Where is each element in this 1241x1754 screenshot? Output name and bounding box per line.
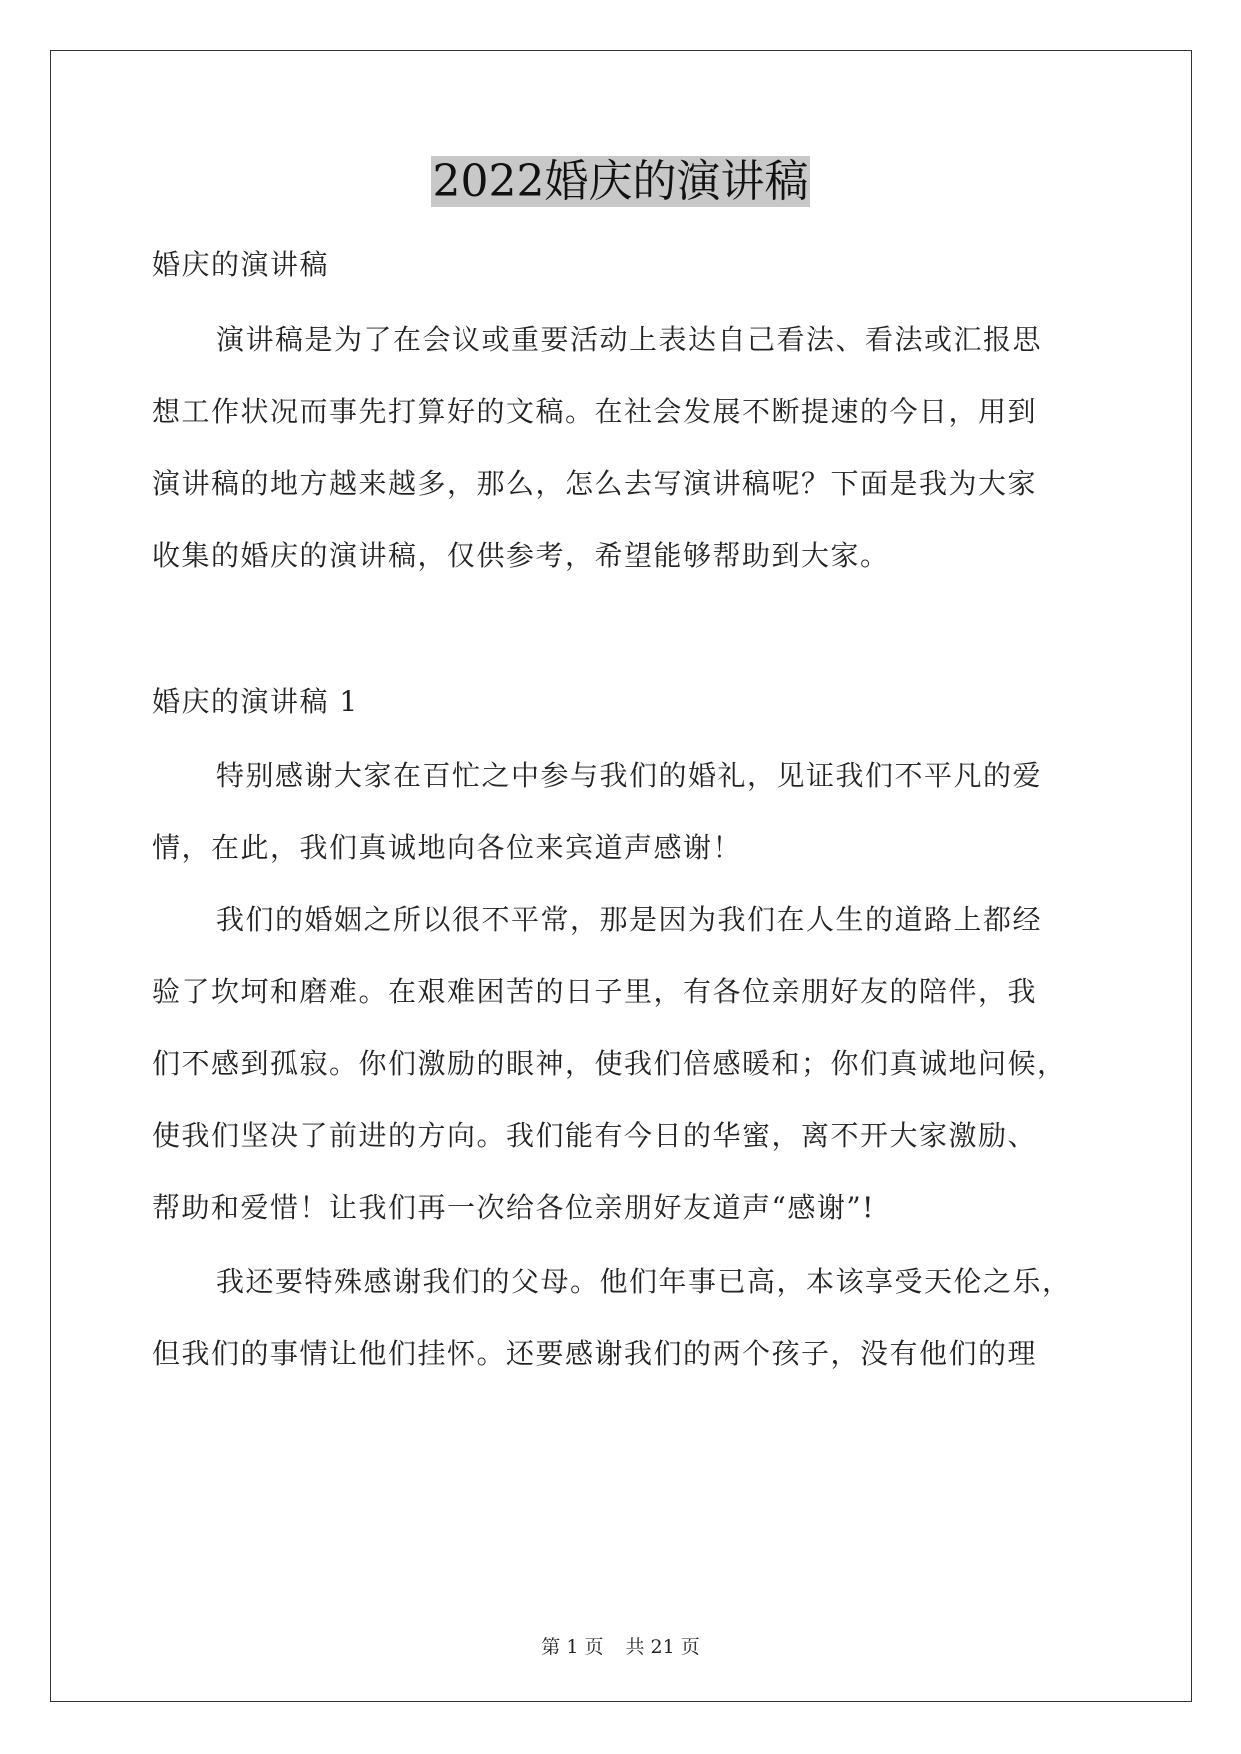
page-total: 共 21 页 (625, 1636, 700, 1658)
document-title: 2022婚庆的演讲稿 (432, 156, 809, 207)
paragraph-line: 们不感到孤寂。你们激励的眼神，使我们倍感暖和；你们真诚地问候， (152, 1047, 1067, 1080)
page-border (50, 50, 1192, 1702)
section-heading: 婚庆的演讲稿 (152, 248, 330, 281)
paragraph-line: 演讲稿的地方越来越多，那么，怎么去写演讲稿呢？下面是我为大家 (152, 467, 1038, 500)
section-heading: 婚庆的演讲稿 1 (152, 685, 359, 718)
paragraph-line: 想工作状况而事先打算好的文稿。在社会发展不断提速的今日，用到 (152, 395, 1038, 428)
paragraph-line: 使我们坚决了前进的方向。我们能有今日的华蜜，离不开大家激励、 (152, 1119, 1038, 1152)
page-footer (0, 1632, 1241, 1659)
paragraph-line: 我们的婚姻之所以很不平常，那是因为我们在人生的道路上都经 (216, 903, 1043, 936)
paragraph-line: 特别感谢大家在百忙之中参与我们的婚礼，见证我们不平凡的爱 (216, 759, 1043, 792)
paragraph-line: 情，在此，我们真诚地向各位来宾道声感谢！ (152, 831, 743, 864)
paragraph-line: 验了坎坷和磨难。在艰难困苦的日子里，有各位亲朋好友的陪伴，我 (152, 975, 1038, 1008)
paragraph-line: 但我们的事情让他们挂怀。还要感谢我们的两个孩子，没有他们的理 (152, 1337, 1038, 1370)
paragraph-line: 演讲稿是为了在会议或重要活动上表达自己看法、看法或汇报思 (216, 323, 1043, 356)
paragraph-line: 收集的婚庆的演讲稿，仅供参考，希望能够帮助到大家。 (152, 539, 890, 572)
paragraph-line: 我还要特殊感谢我们的父母。他们年事已高，本该享受天伦之乐， (216, 1265, 1072, 1298)
paragraph-line: 帮助和爱惜！让我们再一次给各位亲朋好友道声“感谢”! (152, 1191, 875, 1224)
page-number: 第 1 页 (541, 1636, 604, 1658)
